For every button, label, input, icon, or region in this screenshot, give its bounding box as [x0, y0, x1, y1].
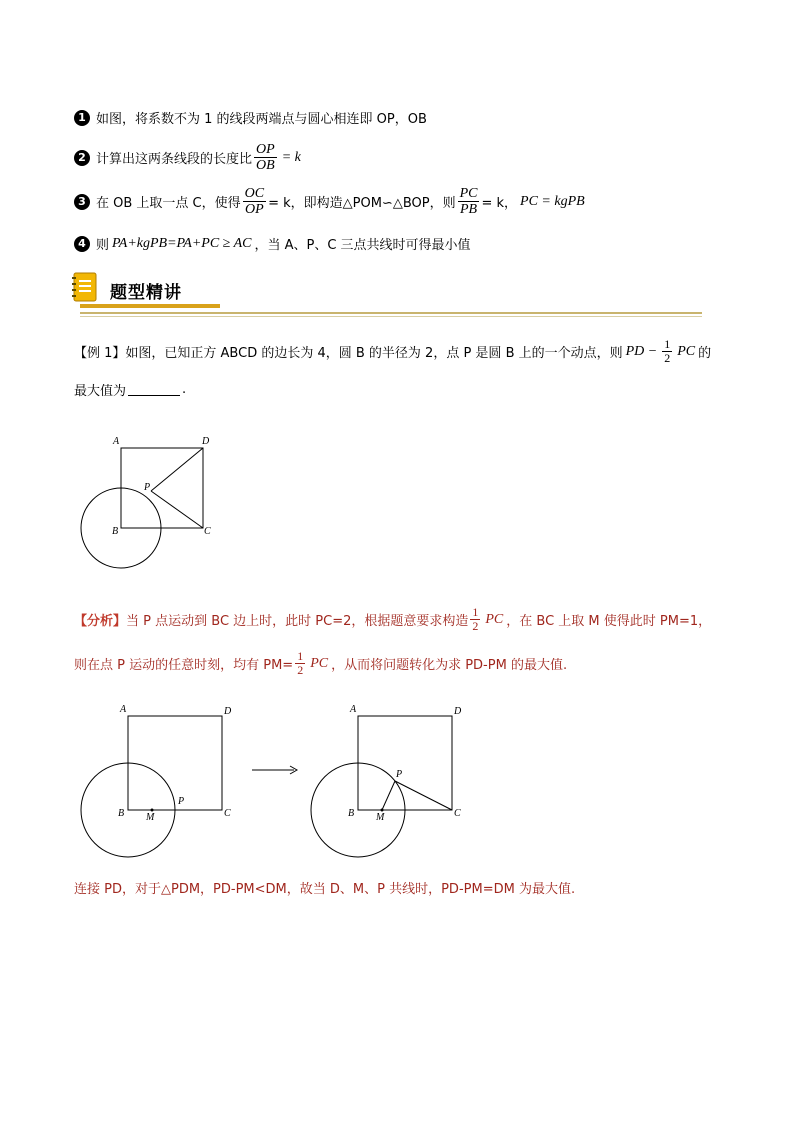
example-line-1 — [74, 338, 711, 365]
step-number: 1 — [74, 110, 90, 126]
label-d: D — [454, 706, 462, 717]
segment-pc — [395, 781, 452, 810]
label-a: A — [120, 704, 127, 715]
step-tail-2: = k， — [481, 196, 518, 212]
step-math: PA+kgPB=PA+PC ≥ AC — [112, 235, 252, 251]
example-tail: 的 — [698, 346, 712, 362]
label-p: P — [396, 769, 403, 780]
label-p: P — [144, 482, 151, 493]
analysis-math-1: PC — [485, 611, 504, 627]
notebook-icon — [72, 272, 100, 302]
section-header — [72, 272, 702, 322]
analysis-line-1 — [74, 606, 711, 633]
figure-2-right — [306, 700, 476, 870]
step-number: 4 — [74, 236, 90, 252]
answer-blank — [128, 383, 180, 396]
label-c: C — [204, 526, 211, 537]
example-label: 【例 1】 — [74, 346, 126, 362]
square-abcd — [128, 716, 222, 810]
step-4 — [74, 234, 471, 253]
fraction-2: $\frac{PC}{PB}$ — [459, 186, 478, 218]
label-d: D — [202, 436, 210, 447]
figure-1 — [76, 432, 226, 572]
analysis-text-2: 则在点 P 运动的任意时刻，均有 PM= — [74, 658, 294, 674]
step-tail: = k — [281, 149, 301, 165]
segment-pm — [382, 781, 395, 810]
example-line2-text: 最大值为 — [74, 384, 127, 399]
step-number: 3 — [74, 194, 90, 210]
label-b: B — [118, 808, 125, 819]
arrow-right-icon — [250, 760, 302, 780]
fraction-half: $\frac{1}{2}$ — [664, 337, 671, 366]
analysis-text-1: 当 P 点运动到 BC 边上时，此时 PC=2，根据题意要求构造 — [126, 614, 469, 630]
step-tail: = k，即构造△POM∽△BOP，则 — [268, 196, 456, 212]
label-c: C — [224, 808, 231, 819]
label-a: A — [113, 436, 120, 447]
label-d: D — [224, 706, 232, 717]
step-tail-3: PC = kgPB — [520, 193, 585, 209]
step-text: 在 OB 上取一点 C，使得 — [96, 196, 241, 212]
section-divider-thin — [80, 316, 702, 317]
analysis-text-1c: ，在 BC 上取 M 使得此时 PM=1， — [506, 614, 712, 630]
label-m: M — [376, 812, 385, 823]
analysis-line-2 — [74, 650, 567, 677]
fraction-half-2: $\frac{1}{2}$ — [297, 649, 304, 678]
example-line2-end: . — [182, 382, 187, 397]
label-a: A — [350, 704, 357, 715]
section-title: 题型精讲 — [110, 283, 182, 303]
label-p: P — [178, 796, 185, 807]
step-text: 计算出这两条线段的长度比 — [96, 152, 253, 168]
section-divider — [80, 312, 702, 314]
conclusion-text: 连接 PD，对于△PDM，PD-PM<DM，故当 D、M、P 共线时，PD-PM=DM 为最大值. — [74, 882, 576, 897]
step-2 — [74, 142, 304, 174]
label-b: B — [112, 526, 119, 537]
figure-2-left — [76, 700, 246, 870]
fraction: $\frac{OC}{OP}$ — [244, 186, 265, 218]
step-1 — [74, 108, 427, 127]
step-tail: ，当 A、P、C 三点共线时可得最小值 — [254, 238, 471, 253]
example-line-2 — [74, 380, 186, 399]
label-c: C — [454, 808, 461, 819]
example-math-post: PC — [677, 343, 696, 359]
segment-pc — [151, 491, 203, 528]
segment-pd — [151, 448, 203, 491]
example-math-pre: PD − — [625, 343, 658, 359]
fraction-half: $\frac{1}{2}$ — [472, 605, 479, 634]
square-abcd — [358, 716, 452, 810]
analysis-text-2c: ，从而将问题转化为求 PD-PM 的最大值. — [331, 658, 568, 674]
square-abcd — [121, 448, 203, 528]
fraction: $\frac{OP}{OB}$ — [256, 142, 275, 174]
analysis-math-2: PC — [310, 655, 329, 671]
step-3 — [74, 186, 588, 218]
label-b: B — [348, 808, 355, 819]
label-m: M — [146, 812, 155, 823]
step-text: 如图，将系数不为 1 的线段两端点与圆心相连即 OP，OB — [96, 112, 427, 127]
step-text: 则 — [96, 238, 110, 253]
example-text: 如图，已知正方 ABCD 的边长为 4，圆 B 的半径为 2，点 P 是圆 B 上的一个动点，则 — [125, 346, 623, 362]
conclusion — [74, 878, 575, 897]
step-number: 2 — [74, 150, 90, 166]
analysis-label: 【分析】 — [74, 614, 127, 630]
section-underline-accent — [80, 304, 220, 308]
